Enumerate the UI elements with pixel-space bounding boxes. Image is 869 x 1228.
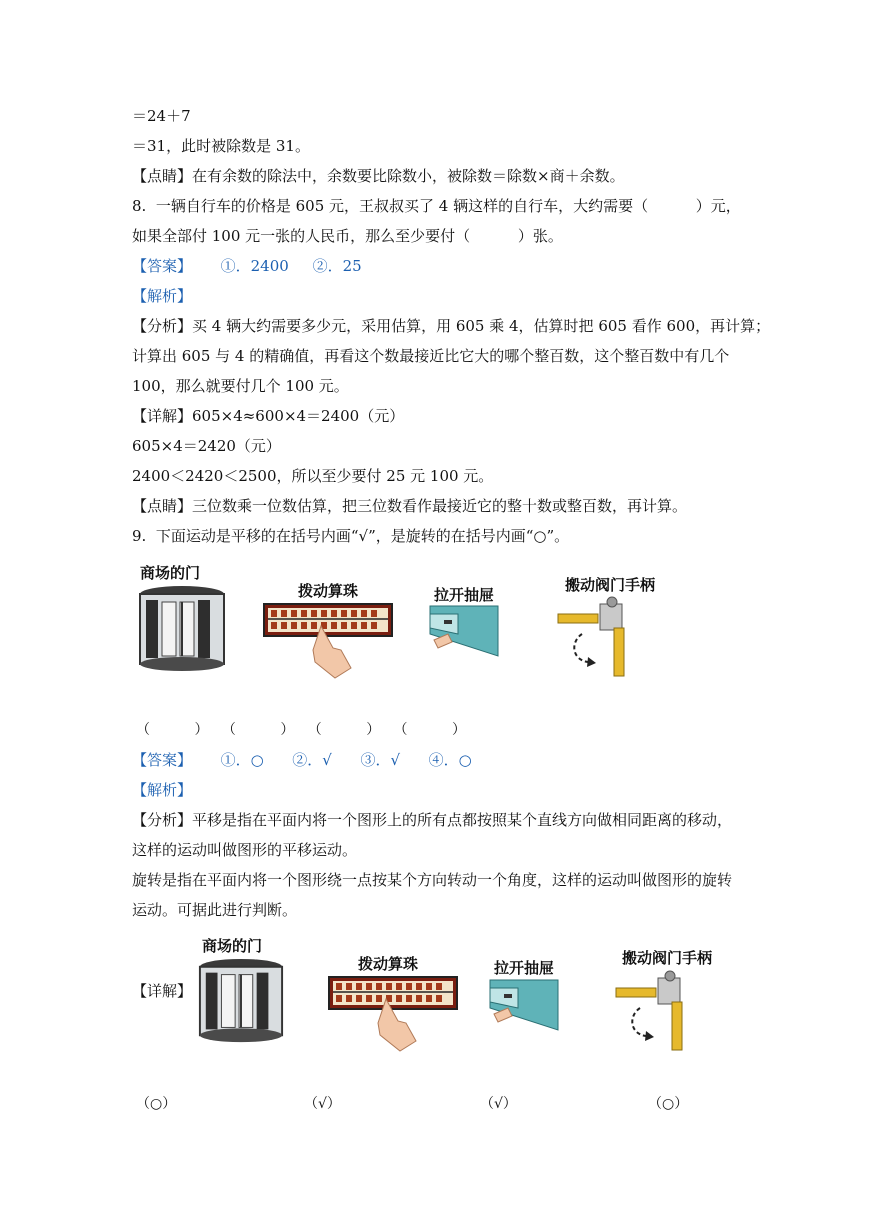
caption-abacus: 拨动算珠 [298, 582, 359, 600]
analysis-line: 【分析】买 4 辆大约需要多少元，采用估算，用 605 乘 4，估算时把 605 看作 600，再计算； [132, 317, 771, 335]
key-point-line: 【点睛】三位数乘一位数估算，把三位数看作最接近它的整十数或整百数，再计算。 [132, 497, 688, 515]
question-8-line-1: 8. 一辆自行车的价格是 605 元，王叔叔买了 4 辆这样的自行车，大约需要（ ）元， [132, 197, 741, 215]
detail-line: 605×4＝2420（元） [132, 437, 281, 455]
analysis-line: 运动。可据此进行判断。 [132, 901, 298, 919]
text-line: ＝24＋7 [132, 107, 191, 125]
question-8-line-2: 如果全部付 100 元一张的人民币，那么至少要付（ ）张。 [132, 227, 563, 245]
abacus-image [263, 602, 393, 682]
answer-abacus: （√） [304, 1096, 341, 1112]
revolving-door-image [196, 956, 286, 1048]
drawer-image [428, 604, 500, 666]
answer-8: 【答案】 ①．2400 ②．25 [132, 257, 362, 275]
caption-mall-door: 商场的门 [202, 937, 263, 955]
caption-valve-handle: 搬动阀门手柄 [622, 949, 713, 967]
valve-handle-image [556, 596, 646, 682]
abacus-image [322, 975, 464, 1055]
analysis-label-9: 【解析】 [132, 781, 193, 799]
analysis-line: 100，那么就要付几个 100 元。 [132, 377, 349, 395]
drawer-image [488, 978, 560, 1040]
revolving-door-image [136, 584, 228, 676]
text-line: ＝31，此时被除数是 31。 [132, 137, 310, 155]
caption-valve-handle: 搬动阀门手柄 [565, 576, 656, 594]
detail-line: 2400＜2420＜2500，所以至少要付 25 元 100 元。 [132, 467, 494, 485]
answer-9: 【答案】 ①．○ ②．√ ③．√ ④．○ [132, 751, 472, 769]
question-9-line: 9. 下面运动是平移的在括号内画“√”，是旋转的在括号内画“○”。 [132, 527, 570, 545]
caption-drawer: 拉开抽屉 [494, 959, 555, 977]
detail-label-9: 【详解】 [132, 982, 193, 1000]
answer-door: （○） [136, 1096, 177, 1112]
answer-drawer: （√） [480, 1096, 517, 1112]
analysis-line: 这样的运动叫做图形的平移运动。 [132, 841, 358, 859]
analysis-line: 旋转是指在平面内将一个图形绕一点按某个方向转动一个角度，这样的运动叫做图形的旋转 [132, 871, 733, 889]
analysis-line: 【分析】平移是指在平面内将一个图形上的所有点都按照某个直线方向做相同距离的移动， [132, 811, 733, 829]
valve-handle-image [614, 970, 704, 1056]
key-point-line: 【点睛】在有余数的除法中，余数要比除数小，被除数＝除数×商＋余数。 [132, 167, 625, 185]
caption-drawer: 拉开抽屉 [434, 586, 495, 604]
detail-line: 【详解】605×4≈600×4＝2400（元） [132, 407, 405, 425]
analysis-label-8: 【解析】 [132, 287, 193, 305]
analysis-line: 计算出 605 与 4 的精确值，再看这个数最接近比它大的哪个整百数，这个整百数中有几个 [132, 347, 730, 365]
caption-abacus: 拨动算珠 [358, 955, 419, 973]
caption-mall-door: 商场的门 [140, 564, 201, 582]
answer-blanks-row: （ ） （ ） （ ） （ ） [136, 722, 467, 738]
answer-valve-handle: （○） [648, 1096, 689, 1112]
